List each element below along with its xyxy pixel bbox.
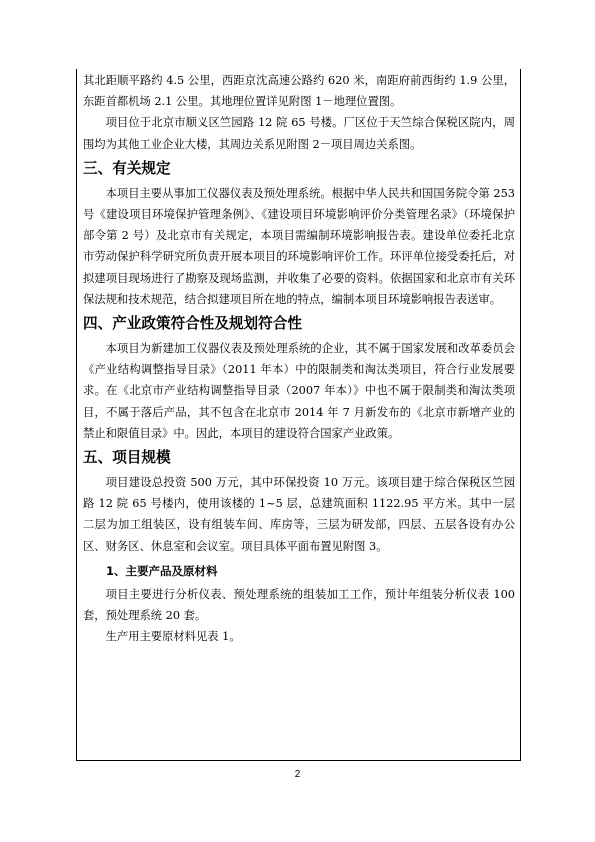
subsection-1-note: 生产用主要原材料见表 1。 (105, 630, 241, 644)
page-number: 2 (294, 769, 301, 780)
section-5-body: 项目建设总投资 500 万元，其中环保投资 10 万元。该项目建于综合保税区竺园路 12 院 65 号楼内，使用该楼的 1~5 层，总建筑面积 1122.95 平方米。其中一层二层为加工组装区，设有组装车间、库房等，三层为研发部，四层、五层各设有办公区、财务区、休息室和会议室。项目具体平面布置见附图 3。 (83, 476, 515, 553)
section-3-heading: 三、有关规定 (83, 159, 171, 177)
section-4-heading: 四、产业政策符合性及规划符合性 (83, 315, 302, 333)
section-3-body: 本项目主要从事加工仪器仪表及预处理系统。根据中华人民共和国国务院令第 253 号《建设项目环境保护管理条例》、《建设项目环境影响评价分类管理名录》（环境保护部令第 2 号）及北京市有关规定，本项目需编制环境影响报告表。建设单位委托北京市劳动保护科学研究所负责开展本项目的环境影响评价工作。环评单位接受委托后，对拟建项目现场进行了勘察及现场监测，并收集了必要的资料。依据国家和北京市有关环保法规和技术规范，结合拟建项目所在地的特点，编制本项目环境影响报告表送审。 (83, 186, 515, 306)
document-body (83, 70, 515, 647)
subsection-1-heading: 1、主要产品及原材料 (106, 563, 218, 578)
subsection-1-body: 项目主要进行分析仪表、预处理系统的组装加工工作，预计年组装分析仪表 100 套，预处理系统 20 套。 (83, 587, 515, 623)
location-continuation: 其北距顺平路约 4.5 公里，西距京沈高速公路约 620 米，南距府前西街约 1.9 公里，东距首都机场 2.1 公里。其地理位置详见附图 1－地理位置图。 (83, 74, 515, 109)
section-4-body: 本项目为新建加工仪器仪表及预处理系统的企业，其不属于国家发展和改革委员会《产业结构调整指导目录》（2011 年本）中的限制类和淘汰类项目，符合行业发展要求。在《北京市产业结构调整指导目录（2007 年本）》中也不属于限制类和淘汰类项目，不属于落后产品，其不包含在北京市 2014 年 7 月新发布的《北京市新增产业的禁止和限值目录》中。因此，本项目的建设符合国家产业政策。 (83, 342, 515, 440)
section-5-heading: 五、项目规模 (83, 449, 171, 467)
location-paragraph: 项目位于北京市顺义区竺园路 12 院 65 号楼。厂区位于天竺综合保税区院内，周围均为其他工业企业大楼，其周边关系见附图 2－项目周边关系图。 (83, 116, 515, 151)
